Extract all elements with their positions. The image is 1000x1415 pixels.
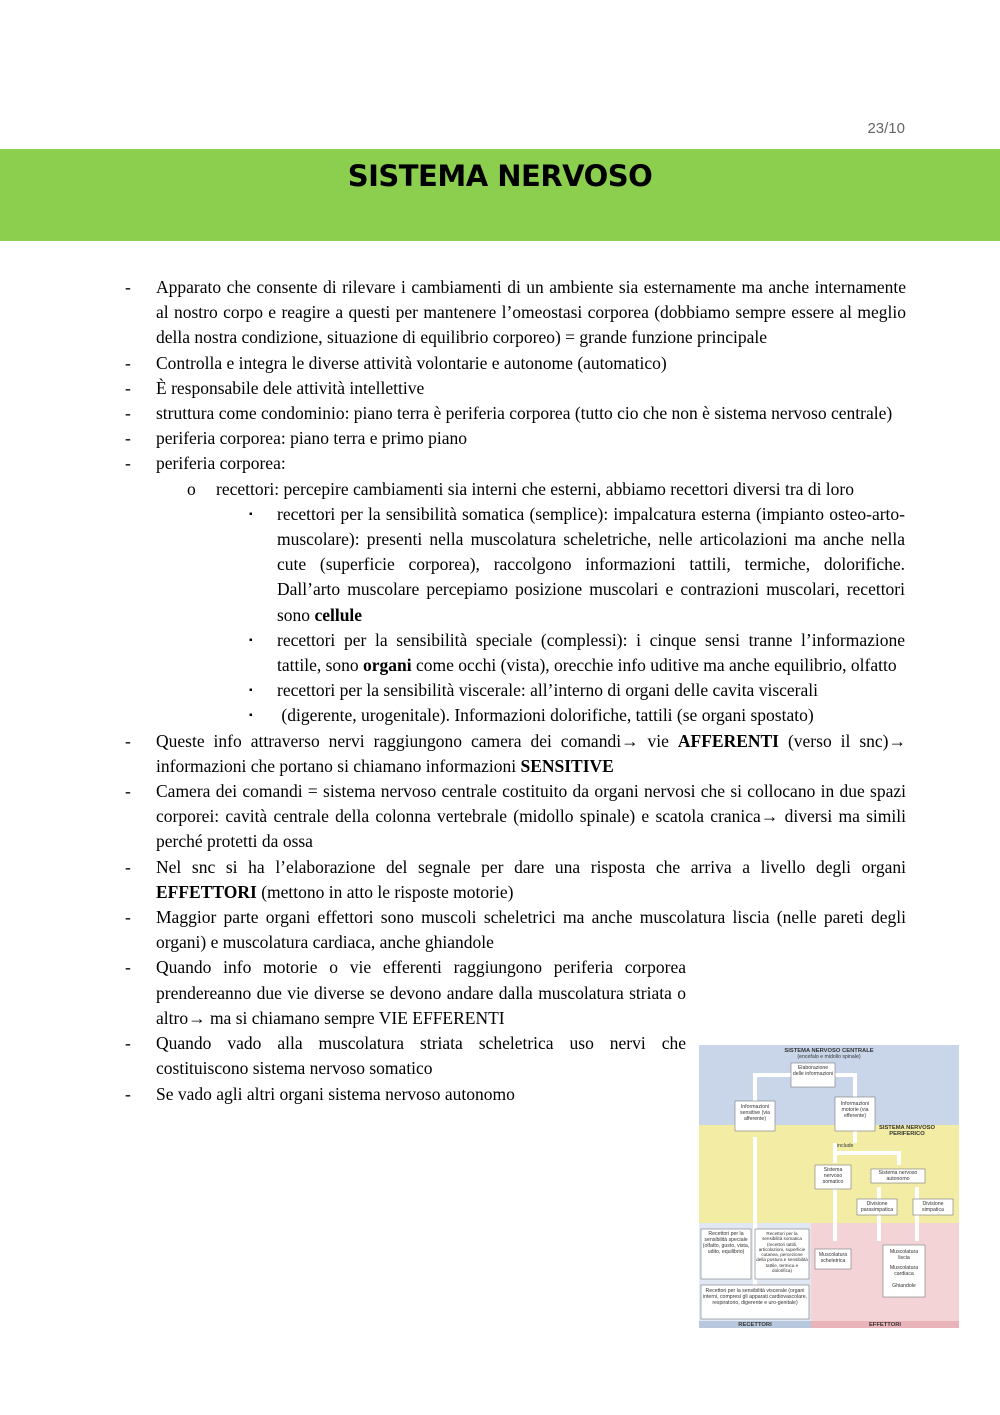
dash-bullet: -: [125, 730, 131, 751]
list-item: ▪ (digerente, urogenitale). Informazioni dolorifiche, tattili (se organi spostato): [277, 703, 905, 728]
circle-bullet: o: [187, 478, 196, 499]
diagram-visceral-receptors: Recettori per la sensibilità viscerale (organi interni, compresi gli apparati cardiovascolare, respiratorio, digerente e uro-genitale): [702, 1288, 808, 1306]
list-item: - Queste info attraverso nervi raggiungono camera dei comandi→ vie AFFERENTI (verso il snc)→ informazioni che portano si chiamano informazioni SENSITIVE: [125, 730, 906, 776]
page-title: SISTEMA NERVOSO: [347, 159, 653, 193]
page-number: 23/10: [867, 120, 905, 137]
list-item: - Camera dei comandi = sistema nervoso centrale costituito da organi nervosi che si collocano in due spazi corporei: cavità centrale della colonna vertebrale (midollo spinale) e scatola cranica→ diversi ma simili perché protetti da ossa: [125, 781, 906, 852]
list-item: - Quando info motorie o vie efferenti raggiungono periferia corporea prendereanno due vie diverse se devono andare dalla muscolatura striata o altro→ ma si chiamano sempre VIE EFFERENTI: [125, 957, 686, 1028]
dash-bullet: -: [125, 352, 131, 373]
dash-bullet: -: [125, 856, 131, 877]
list-item: - Nel snc si ha l’elaborazione del segnale per dare una risposta che arriva a livello degli organi EFFETTORI (mettono in atto le risposte motorie): [125, 856, 906, 902]
list-item: o recettori: percepire cambiamenti sia interni che esterni, abbiamo recettori diversi tra di loro: [216, 477, 906, 502]
diagram-parasympathetic: Divisione parasimpatica: [860, 1201, 894, 1213]
list-item: - Controlla e integra le diverse attività volontarie e autonome (automatico): [156, 351, 906, 376]
list-item: ▪ recettori per la sensibilità speciale (complessi): i cinque sensi tranne l’informazione tattile, sono organi come occhi (vista), orecchie info uditive ma anche equilibrio, olfatto: [249, 629, 905, 676]
diagram-autonomic: Sistema nervoso autonomo: [878, 1170, 918, 1182]
list-item: ▪ recettori per la sensibilità viscerale: all’interno di organi delle cavita viscerali: [277, 678, 905, 703]
diagram-somatic-receptors: Recettori per la sensibilità somatica (recettori tattili, articolazioni, superficie cutanea, percezione della postura e sensibilità tattile, termica e dolorifica): [756, 1231, 808, 1274]
list-item: - periferia corporea: piano terra e primo piano: [156, 426, 906, 451]
diagram-skeletal-muscle: Muscolatura scheletrica: [818, 1252, 848, 1264]
diagram-smooth-muscle: Muscolatura liscia: [889, 1249, 919, 1261]
dash-bullet: -: [125, 1083, 131, 1104]
diagram-pns-label: SISTEMA NERVOSO PERIFERICO: [878, 1125, 936, 1137]
diagram-cns-header: SISTEMA NERVOSO CENTRALE: [784, 1048, 874, 1054]
diagram-elaboration: Elaborazione delle informazioni: [792, 1065, 834, 1077]
diagram-glands: Ghiandole: [892, 1283, 916, 1289]
dash-bullet: -: [125, 781, 131, 802]
diagram-sympathetic: Divisione simpatica: [922, 1201, 944, 1213]
diagram-sensory-info: Informazioni sensitive (via afferente): [740, 1104, 770, 1122]
list-item: - Se vado agli altri organi sistema nervoso autonomo: [156, 1082, 686, 1107]
dash-bullet: -: [125, 957, 131, 978]
diagram-effectors-footer: EFFETTORI: [868, 1322, 902, 1328]
list-item: - Maggior parte organi effettori sono muscoli scheletrici ma anche muscolatura liscia (nelle pareti degli organi) e muscolatura cardiaca, anche ghiandole: [125, 907, 906, 953]
square-bullet: ▪: [249, 508, 253, 520]
dash-bullet: -: [125, 377, 131, 398]
list-item: - Quando vado alla muscolatura striata scheletrica uso nervi che costituiscono sistema nervoso somatico: [125, 1033, 686, 1079]
dash-bullet: -: [125, 403, 131, 424]
dash-bullet: -: [125, 428, 131, 449]
square-bullet: ▪: [249, 710, 253, 722]
dash-bullet: -: [125, 453, 131, 474]
diagram-receptors-footer: RECETTORI: [738, 1322, 772, 1328]
dash-bullet: -: [125, 277, 131, 297]
content: [0, 275, 1000, 1107]
diagram-cns-sub: (encefalo e midollo spinale): [797, 1054, 861, 1060]
list-item: - È responsabile dele attività intellettive: [156, 376, 906, 401]
diagram-motor-info: Informazioni motorie (via efferente): [840, 1101, 870, 1119]
dash-bullet: -: [125, 1033, 131, 1054]
list-item: - struttura come condominio: piano terra è periferia corporea (tutto cio che non è sistema nervoso centrale): [156, 401, 906, 426]
list-item: - Apparato che consente di rilevare i cambiamenti di un ambiente sia esternamente ma anche internamente al nostro corpo e reagire a questi per mantenere l’omeostasi corporea (dobbiamo sempre essere al meglio della nostra condizione, situazione di equilibrio corporeo) = grande funzione principale: [125, 277, 906, 348]
square-bullet: ▪: [249, 685, 253, 697]
diagram-include: include: [837, 1143, 854, 1149]
diagram-cardiac-muscle: Muscolatura cardiaca: [889, 1265, 919, 1277]
dash-bullet: -: [125, 907, 131, 928]
diagram-somatic: Sistema nervoso somatico: [822, 1167, 844, 1185]
diagram-special-receptors: Recettori per la sensibilità speciale (olfatto, gusto, vista, udito, equilibrio): [702, 1231, 750, 1255]
list-item: ▪ recettori per la sensibilità somatica (semplice): impalcatura esterna (impianto osteo-arto-muscolare): presenti nella muscolatura scheletriche, nelle articolazioni ma anche nella cute (superficie corporea), raccolgono informazioni tattili, termiche, dolorifiche. Dall’arto muscolare percepiamo posizione muscolari e contrazioni muscolari, recettori sono cellule: [249, 503, 905, 625]
list-item: - periferia corporea:: [156, 451, 906, 476]
title-banner: [0, 149, 1000, 241]
square-bullet: ▪: [249, 634, 253, 646]
nervous-system-diagram: [699, 1045, 959, 1328]
